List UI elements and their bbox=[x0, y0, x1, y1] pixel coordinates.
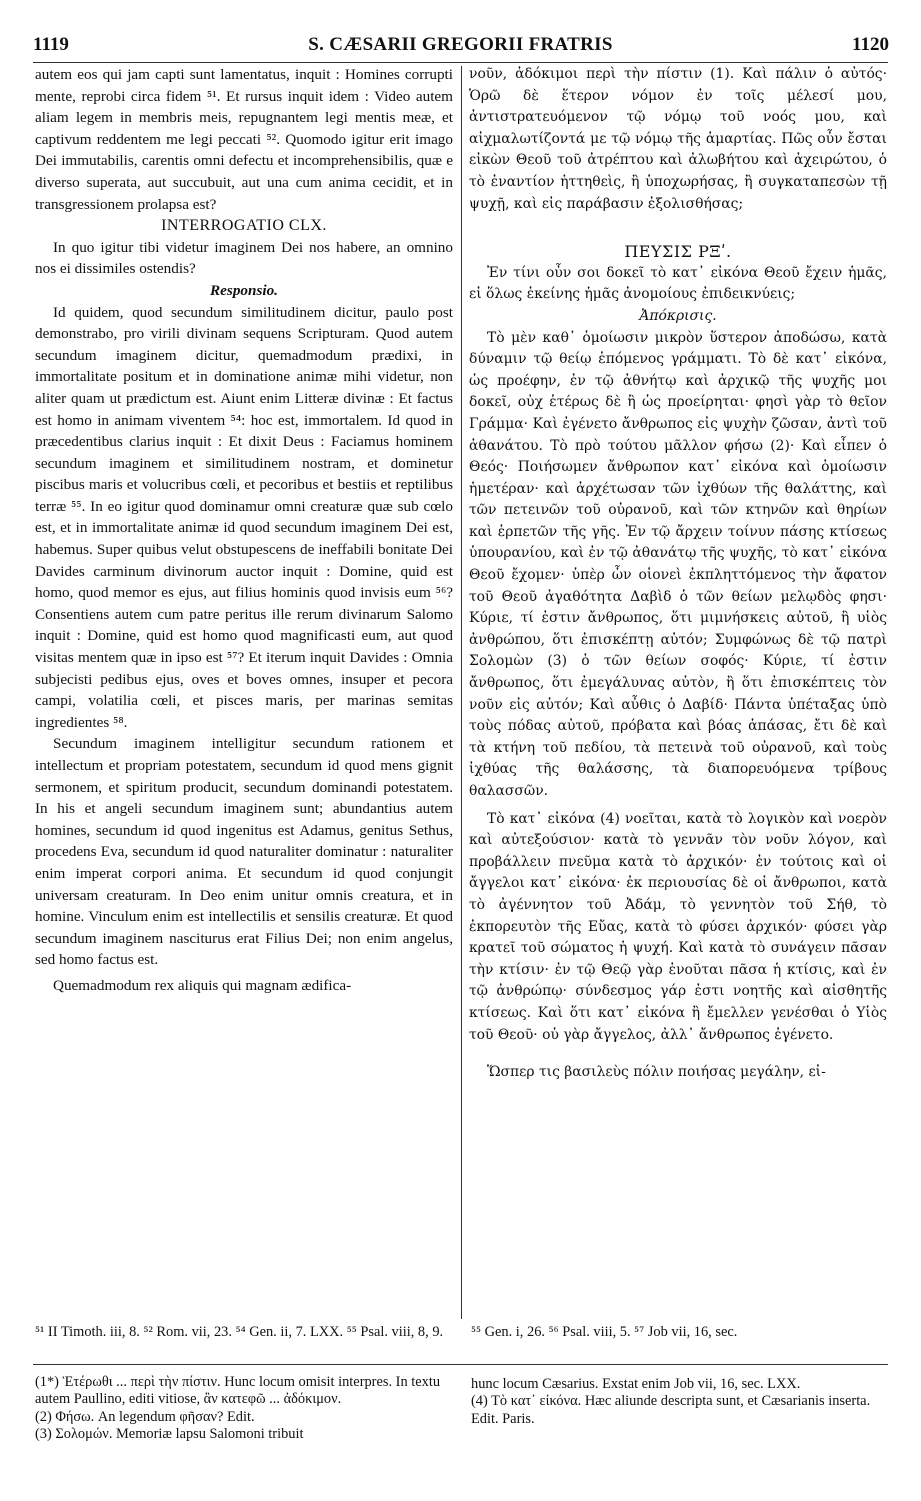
column-divider bbox=[461, 66, 462, 1319]
editor-notes-left bbox=[35, 1374, 455, 1444]
note: (4) Τὸ κατ᾽ εἰκόνα. Hæc aliunde descripta sunt, et Cæsarianis inserta. Edit. Paris. bbox=[471, 1393, 871, 1427]
footnote-rule bbox=[33, 1364, 888, 1365]
latin-paragraph: Id quidem, quod secundum similitudinem dicitur, paulo post demonstrabo, pro virili divinam sequens Scripturam. Quod autem secundum imaginem dicitur, quemadmodum prædixi, in immortalitate positum et in dominatione animæ mihi videtur, non aliter quam ut prædictum est. Aiunt enim Litteræ divinæ : Et factus est homo in animam viventem ⁵⁴: hoc est, immortalem. Id quod in præcedentibus clarius inquit : Et dixit Deus : Faciamus hominem secundum imaginem et similitudinem nostram, et dominetur piscibus maris et volucribus cœli, et pecoribus et bestiis et reptilibus terræ ⁵⁵. In eo igitur quod dominamur omni creaturæ quæ sub cœlo est, et in immortalitate animæ id quod secundum imaginem Dei est, habemus. Super quibus velut obstupescens de ineffabili bonitate Dei Davides carminum divinorum auctor inquit : Domine, quid est homo, quod memor es ejus, aut filius hominis quod invisis eum ⁵⁶? Consentiens autem cum patre peritus ille rerum divinarum Salomo inquit : Domine, quid est homo quod magnificasti eum, aut quod visitas mentem quæ in ipso est ⁵⁷? Et iterum inquit Davides : Omnia subjecisti pedibus ejus, oves et boves omnes, insuper et pecora campi, volatilia cœli, et pisces maris, per marinas semitas ingredientes ⁵⁸. bbox=[35, 303, 453, 731]
greek-paragraph: Τὸ μὲν καθ᾽ ὁμοίωσιν μικρὸν ὕστερον ἀποδώσω, κατὰ δύναμιν τῷ θείῳ ἑπόμενος γράμματι. Τὸ δὲ κατ᾽ εἰκόνα, ὡς προέφην, ἐν τῷ ἀθνήτῳ καὶ ἀρχικῷ τῆς ψυχῆς μοι δοκεῖ, οὐχ ἑτέρως δὲ ἢ ὡς προείρηται· φησὶ γὰρ τὸ θεῖον Γράμμα· Καὶ ἐγένετο ἄνθρωπος εἰς ψυχὴν ζῶσαν, ἀντὶ τοῦ ἀθανάτου. Τὸ πρὸ τούτου μᾶλλον φήσω (2)· Καὶ εἶπεν ὁ Θεός· Ποιήσωμεν ἄνθρωπον κατ᾽ εἰκόνα καὶ ὁμοίωσιν ἡμετέραν· καὶ ἀρχέτωσαν τῶν ἰχθύων τῆς θαλάττης, καὶ τῶν πετεινῶν τοῦ οὐρανοῦ, καὶ τῶν κτηνῶν καὶ θηρίων καὶ ἑρπετῶν τῆς γῆς. Ἐν τῷ ἄρχειν τοίνυν πάσης κτίσεως ὑπουρανίου, καὶ ἐν τῷ ἀθανάτῳ τῆς ψυχῆς, τὸ κατ᾽ εἰκόνα Θεοῦ ἔχομεν· ὑπὲρ ὧν οἱονεὶ ἐκπληττόμενος τὴν ἄφατον τοῦ Θεοῦ ἀγαθότητα Δαβὶδ ὁ τῶν θείων μελῳδὸς φησι· Κύριε, τί ἐστιν ἄνθρωπος, ὅτι μιμνήσκεις αὐτοῦ, ἢ υἱὸς ἀνθρώπου, ὅτι ἐπισκέπτῃ αὐτόν; Συμφώνως δὲ τῷ πατρὶ Σολομὼν (3) ὁ τῶν θείων σοφός· Κύριε, τί ἐστιν ἄνθρωπος, ὅτι ἐμεγάλυνας αὐτὸν, ἢ ὅτι ἐπισκέπτεις τὸν νοῦν εἰς αὐτόν; Καὶ αὖθις ὁ Δαβίδ· Πάντα ὑπέταξας ὑπὸ τοὺς πόδας αὐτοῦ, πρόβατα καὶ βόας ἁπάσας, ἔτι δὲ καὶ τὰ κτήνη τοῦ πεδίου, τὰ πετεινὰ τοῦ οὐρανοῦ, καὶ τοὺς ἰχθύας τῆς θαλάσσης, τὰ διαπορευόμενα τρίβους θαλασσῶν. bbox=[469, 329, 887, 799]
reference-line: ⁵⁵ Gen. i, 26. ⁵⁶ Psal. viii, 5. ⁵⁷ Job vii, 16, sec. bbox=[471, 1324, 738, 1340]
note: (1*) Ἑτέρωθι ... περὶ τὴν πίστιν. Hunc locum omisit interpres. In textu autem Paullino, editi vitiose, ἂν κατεφῶ ... ἀδόκιμον. bbox=[35, 1374, 441, 1408]
note: hunc locum Cæsarius. Exstat enim Job vii, 16, sec. LXX. bbox=[471, 1376, 801, 1392]
editor-notes-right bbox=[471, 1374, 887, 1428]
note: (2) Φήσω. An legendum φῆσαν? Edit. bbox=[35, 1408, 255, 1425]
latin-paragraph: Quemadmodum rex aliquis qui magnam ædifica- bbox=[53, 976, 352, 994]
page-header bbox=[0, 34, 921, 58]
greek-paragraph: Τὸ κατ᾽ εἰκόνα (4) νοεῖται, κατὰ τὸ λογικὸν καὶ νοερὸν καὶ αὐτεξούσιον· κατὰ τὸ γεννᾶν τὸν νοῦν λόγον, καὶ προβάλλειν πνεῦμα κατὰ τὸ ἀρχικόν· ἐν τούτοις καὶ οἱ ἄγγελοι κατ᾽ εἰκόνα· ἐκ περιουσίας δὲ οἱ ἄνθρωποι, κατὰ τὸ ἀγέννητον τοῦ Ἀδάμ, τὸ γεννητὸν τοῦ Σήθ, τὸ ἐκπορευτὸν τῆς Εὔας, κατὰ τὸ φύσει ἀρχικόν· φύσει γὰρ κρατεῖ τοῦ σώματος ἡ ψυχή. Καὶ κατὰ τὸ συνάγειν πᾶσαν τὴν κτίσιν· ἐν τῷ Θεῷ γὰρ ἑνοῦται πᾶσα ἡ κτίσις, καὶ ἐν τῷ ἀνθρώπῳ· σύνδεσμος γάρ ἐστι νοητῆς καὶ αἰσθητῆς κτίσεως. Καὶ ὅτι κατ᾽ εἰκόνα ἢ ἔμελλεν γενέσθαι ὁ Υἱὸς τοῦ Θεοῦ· οὐ γὰρ ἄγγελος, ἀλλ᾽ ἄνθρωπος ἐγένετο. bbox=[469, 810, 887, 1043]
latin-section-title: INTERROGATIO CLX. bbox=[161, 217, 327, 235]
latin-responsio: Responsio. bbox=[210, 281, 278, 299]
header-rule bbox=[33, 62, 888, 63]
latin-column bbox=[35, 64, 453, 997]
scripture-references-left bbox=[35, 1323, 455, 1341]
reference-line: ⁵¹ II Timoth. iii, 8. ⁵² Rom. vii, 23. ⁵⁴ Gen. ii, 7. LXX. ⁵⁵ Psal. viii, 8, 9. bbox=[35, 1324, 444, 1340]
page-number-right: 1120 bbox=[852, 34, 889, 55]
scripture-references-right bbox=[471, 1323, 887, 1341]
greek-paragraph: Ὥσπερ τις βασιλεὺς πόλιν ποιήσας μεγάλην, εἰ- bbox=[487, 1064, 826, 1081]
greek-responsio: Ἀπόκρισις. bbox=[639, 307, 717, 324]
greek-column bbox=[469, 64, 887, 1084]
greek-question: Ἐν τίνι οὖν σοι δοκεῖ τὸ κατ᾽ εἰκόνα Θεοῦ ἔχειν ἡμᾶς, εἰ ὅλως ἐκείνης ἡμᾶς ἀνομοίους ἐπιδεικνύεις; bbox=[469, 264, 887, 303]
greek-section-title: ΠΕΥΣΙΣ ΡΞʹ. bbox=[624, 242, 732, 262]
note: (3) Σολομών. Memoriæ lapsu Salomoni tribuit bbox=[35, 1426, 304, 1443]
latin-paragraph: Secundum imaginem intelligitur secundum rationem et intellectum et propriam potestatem, secundum id quod mens gignit sermonem, et spiritum producit, secundum dominandi potestatem. In his et angeli secundum imaginem sunt; abundantius autem homines, secundum id quod ingenitus est Adamus, genitus Sethus, procedens Eva, secundum id quod naturaliter dominatur : naturaliter enim imperat corpori anima. Et secundum id quod conjungit universam creaturam. In Deo enim unitur omnis creatura, et in homine. Vinculum enim est intellectilis et sensilis creaturæ. Et quod secundum imaginem nasciturus erat Filius Dei; non enim angelus, sed homo factus est. bbox=[35, 735, 453, 969]
latin-paragraph: autem eos qui jam capti sunt lamentatus, inquit : Homines corrupti mente, reprobi circa fidem ⁵¹. Et rursus inquit idem : Video autem aliam legem in membris meis, repugnantem legi mentis meæ, et captivum reddentem me legi peccati ⁵². Quomodo igitur erit imago Dei immutabilis, carentis omni defectu et incomprehensibilis, quæ e diverso superata, aut succubuit, aut una cum anima cecidit, et in transgressionem prolapsa est? bbox=[35, 66, 453, 213]
running-title: S. CÆSARII GREGORII FRATRIS bbox=[308, 34, 613, 55]
greek-paragraph: νοῦν, ἀδόκιμοι περὶ τὴν πίστιν (1). Καὶ πάλιν ὁ αὐτός· Ὁρῶ δὲ ἕτερον νόμον ἐν τοῖς μέλεσί μου, ἀντιστρατευόμενον τῷ νόμῳ τοῦ νοός μου, καὶ αἰχμαλωτίζοντά με τῷ νόμῳ τῆς ἁμαρτίας. Πῶς οὖν ἔσται εἰκὼν Θεοῦ τοῦ ἀτρέπτου καὶ ἀλωβήτου καὶ ἀχειρώτου, ὁ τὸ ἐναντίον ἡττηθεὶς, ἢ ὑποχωρήσας, ἢ συγκαταπεσὼν τῇ ψυχῇ, καὶ εἰς παράβασιν ἐξολισθήσας; bbox=[469, 66, 887, 212]
page-number-left: 1119 bbox=[33, 34, 69, 55]
latin-question: In quo igitur tibi videtur imaginem Dei nos habere, an omnino nos ei dissimiles ostendis? bbox=[35, 238, 453, 278]
